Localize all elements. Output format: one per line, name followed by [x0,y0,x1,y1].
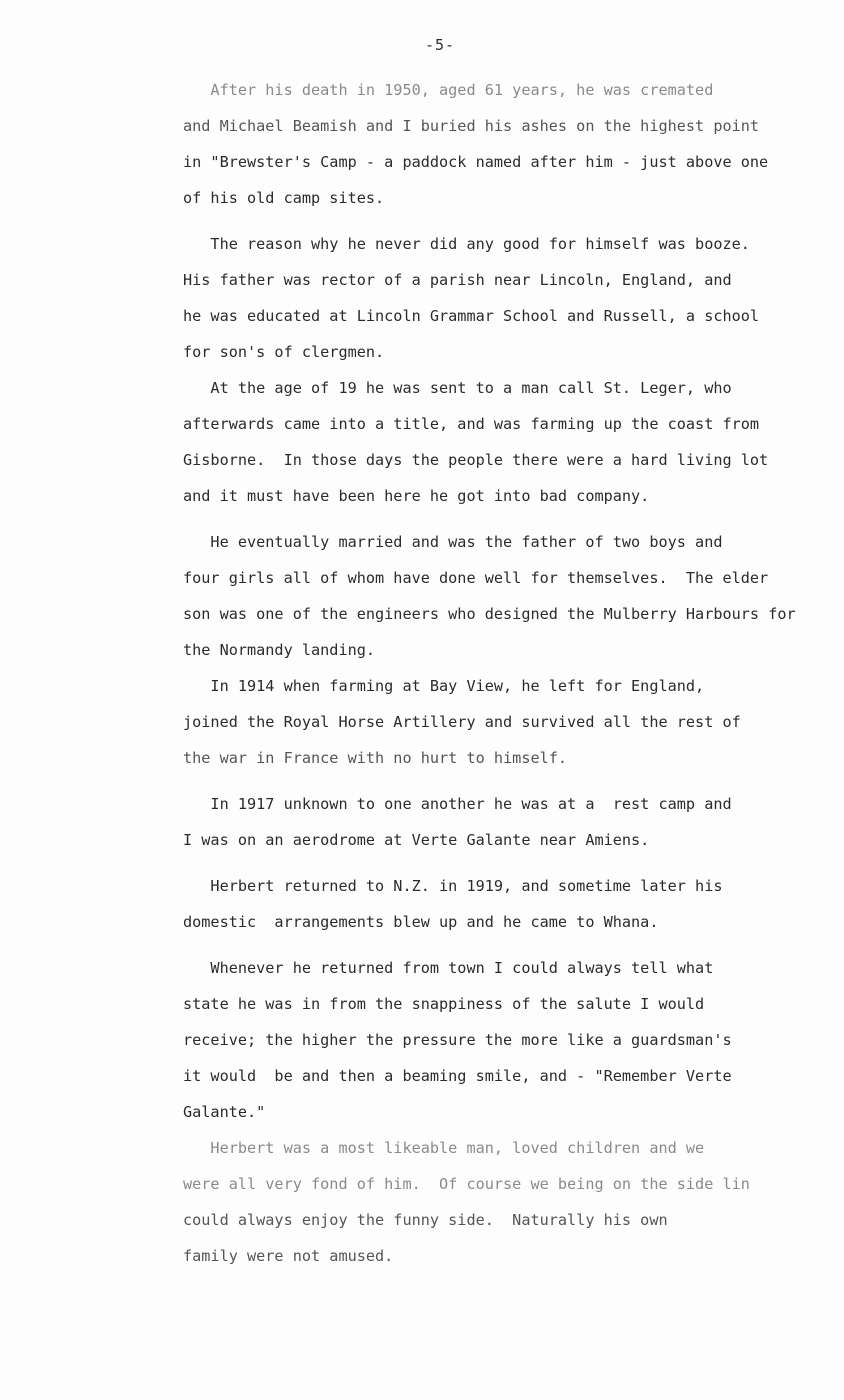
text-line: the war in France with no hurt to himself. [183,749,568,767]
page-number: -5- [424,36,456,54]
text-line: of his old camp sites. [183,189,385,207]
text-line: Gisborne. In those days the people there were a hard living lot [183,451,769,469]
body-text [183,72,823,1274]
text-line: he was educated at Lincoln Grammar School and Russell, a school [183,307,760,325]
text-line: Herbert returned to N.Z. in 1919, and sometime later his [183,877,723,895]
paragraph-3 [183,370,823,514]
text-line: state he was in from the snappiness of the salute I would [183,995,705,1013]
paragraph-2 [183,226,823,370]
paragraph-1 [183,72,823,216]
text-line: son was one of the engineers who designed the Mulberry Harbours for [183,605,796,623]
text-line: joined the Royal Horse Artillery and survived all the rest of [183,713,741,731]
paragraph-7 [183,868,823,940]
text-line: family were not amused. [183,1247,394,1265]
text-line: afterwards came into a title, and was farming up the coast from [183,415,760,433]
text-line: He eventually married and was the father of two boys and [183,533,723,551]
text-line: were all very fond of him. Of course we being on the side lin [183,1175,750,1193]
paragraph-5 [183,668,823,776]
text-line: domestic arrangements blew up and he came to Whana. [183,913,659,931]
text-line: After his death in 1950, aged 61 years, he was cremated [183,81,714,99]
text-line: I was on an aerodrome at Verte Galante near Amiens. [183,831,650,849]
paragraph-4 [183,524,823,668]
text-line: in "Brewster's Camp - a paddock named after him - just above one [183,153,769,171]
text-line: His father was rector of a parish near Lincoln, England, and [183,271,732,289]
text-line: Herbert was a most likeable man, loved children and we [183,1139,705,1157]
text-line: and it must have been here he got into bad company. [183,487,650,505]
text-line: and Michael Beamish and I buried his ashes on the highest point [183,117,760,135]
text-line: four girls all of whom have done well for themselves. The elder [183,569,769,587]
paragraph-9 [183,1130,823,1274]
text-line: receive; the higher the pressure the more like a guardsman's [183,1031,732,1049]
text-line: At the age of 19 he was sent to a man call St. Leger, who [183,379,732,397]
text-line: In 1917 unknown to one another he was at a rest camp and [183,795,732,813]
text-line: the Normandy landing. [183,641,376,659]
text-line: could always enjoy the funny side. Naturally his own [183,1211,668,1229]
text-line: Whenever he returned from town I could always tell what [183,959,714,977]
text-line: Galante." [183,1103,266,1121]
text-line: for son's of clergmen. [183,343,385,361]
paragraph-6 [183,786,823,858]
text-line: The reason why he never did any good for himself was booze. [183,235,750,253]
paragraph-8 [183,950,823,1130]
text-line: In 1914 when farming at Bay View, he left for England, [183,677,705,695]
text-line: it would be and then a beaming smile, and - "Remember Verte [183,1067,732,1085]
